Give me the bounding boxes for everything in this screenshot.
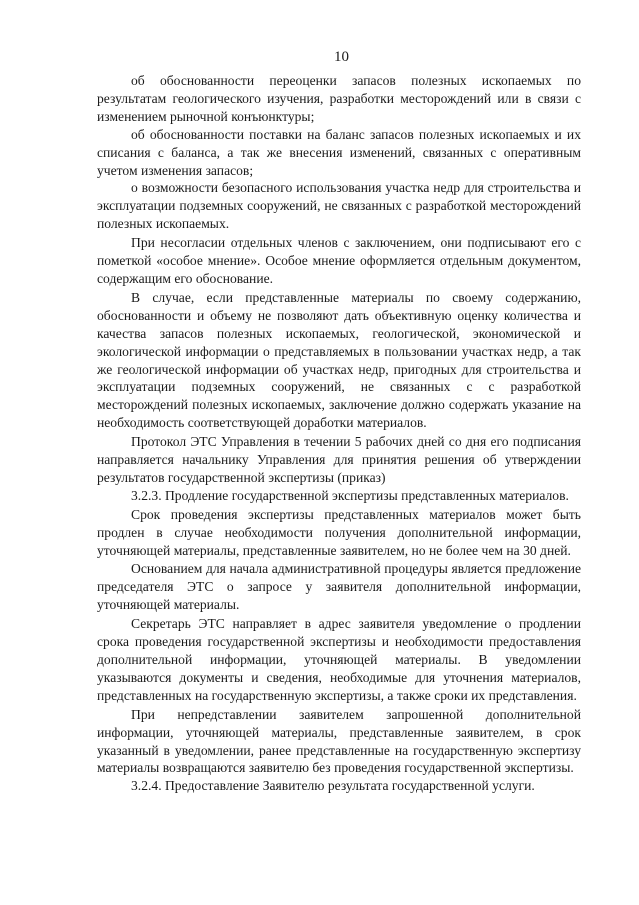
paragraph: Основанием для начала административной процедуры является предложение председателя ЭТС о запросе у заявителя дополнительной информации, уточняющей материалы. xyxy=(97,561,581,613)
paragraph: В случае, если представленные материалы по своему содержанию, обоснованности и объему не позволяют дать объективную оценку количества и качества запасов полезных ископаемых, геологической, экономической и экологической информации о представляемых в пользовании участках недр, а так же геологической информации об участках недр, пригодных для строительства и эксплуатации подземных сооружений, не связанных с с разработкой месторождений полезных ископаемых, заключение должно содержать указание на необходимость соответствующей доработки материалов. xyxy=(97,289,581,431)
paragraph: При несогласии отдельных членов с заключением, они подписывают его с пометкой «особое мнение». Особое мнение оформляется отдельным документом, содержащим его обоснование. xyxy=(97,235,581,286)
section-heading: 3.2.3. Продление государственной экспертизы представленных материалов. xyxy=(131,487,569,503)
paragraph: Срок проведения экспертизы представленных материалов может быть продлен в случае необходимости получения дополнительной информации, уточняющей материалы, представленные заявителем, но не более чем на 30 дней. xyxy=(97,506,581,558)
paragraph: об обоснованности переоценки запасов полезных ископаемых по результатам геологического изучения, разработки месторождений или в связи с изменением рыночной конъюнктуры; xyxy=(97,73,581,124)
page-number: 10 xyxy=(334,49,349,65)
paragraph: Секретарь ЭТС направляет в адрес заявителя уведомление о продлении срока проведения государственной экспертизы и необходимости предоставления дополнительной информации, уточняющей материалы. В уведомлении указываются документы и сведения, необходимые для уточнения материалов, представленных на государственную экспертизы, а также сроки их представления. xyxy=(97,616,581,703)
paragraph: о возможности безопасного использования участка недр для строительства и эксплуатации подземных сооружений, не связанных с разработкой месторождений полезных ископаемых. xyxy=(97,180,581,232)
paragraph: При непредставлении заявителем запрошенной дополнительной информации, уточняющей материалы, представленные заявителем, в срок указанный в уведомлении, ранее представленные на государственную экспертизу материалы возвращаются заявителю без проведения государственной экспертизы. xyxy=(97,706,581,776)
document-body xyxy=(97,72,581,795)
section-heading: 3.2.4. Предоставление Заявителю результата государственной услуги. xyxy=(131,778,535,794)
paragraph: об обоснованности поставки на баланс запасов полезных ископаемых и их списания с баланса, а так же внесения изменений, связанных с оперативным учетом изменения запасов; xyxy=(97,126,581,178)
paragraph: Протокол ЭТС Управления в течении 5 рабочих дней со дня его подписания направляется начальнику Управления для принятия решения об утверждении результатов государственной экспертизы (приказ) xyxy=(97,434,581,485)
